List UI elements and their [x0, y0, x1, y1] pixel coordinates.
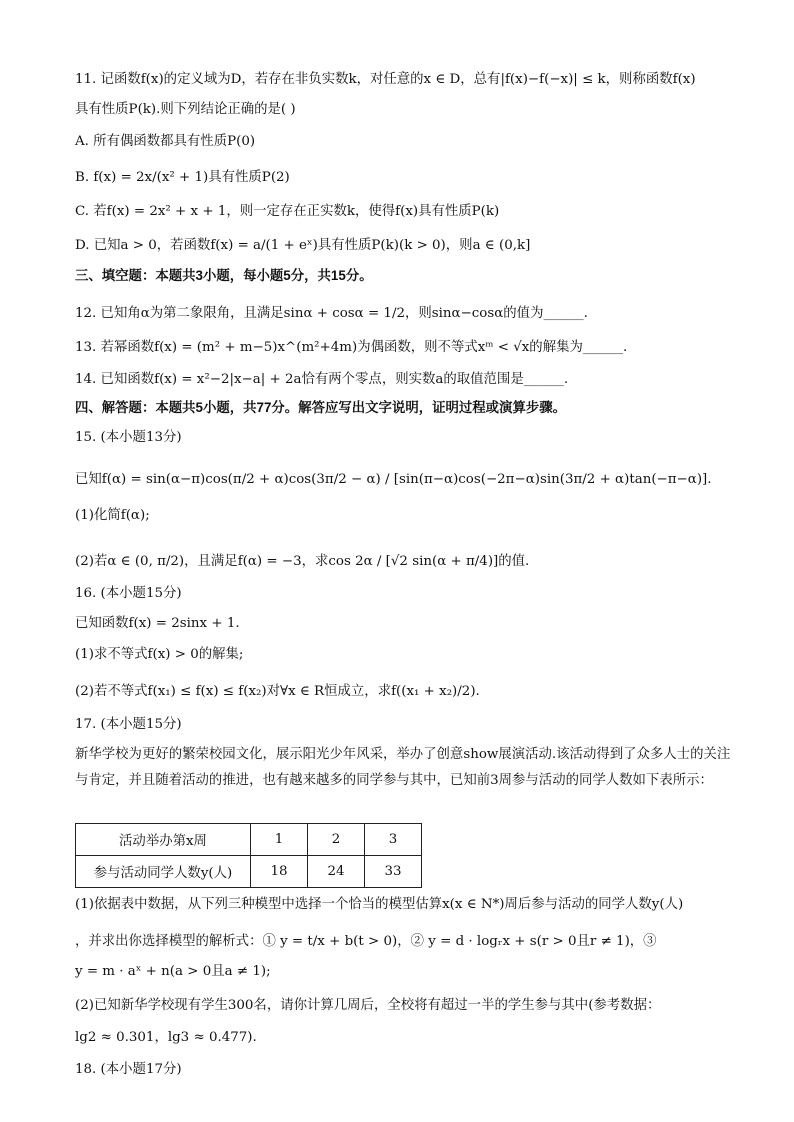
- table-cell: 2: [308, 824, 365, 856]
- q17-data-table: [75, 823, 422, 888]
- q16-heading: 16. (本小题15分): [75, 586, 182, 601]
- q11-stem-line-2: 具有性质P(k).则下列结论正确的是( ): [75, 102, 296, 117]
- q13: 13. 若幂函数f(x) = (m² + m−5)x^(m²+4m)为偶函数，则不等式xᵐ < √x的解集为______.: [75, 340, 628, 355]
- q17-heading: 17. (本小题15分): [75, 717, 182, 732]
- q11-option-b: B. f(x) = 2x/(x² + 1)具有性质P(2): [75, 170, 290, 185]
- q16-part-1: (1)求不等式f(x) > 0的解集;: [75, 647, 244, 662]
- table-cell: 18: [251, 856, 308, 888]
- q15-heading: 15. (本小题13分): [75, 430, 182, 445]
- q17-part-2-line-2: lg2 ≈ 0.301，lg3 ≈ 0.477).: [75, 1030, 257, 1045]
- q11-option-c: C. 若f(x) = 2x² + x + 1，则一定存在正实数k，使得f(x)具有性质P(k): [75, 204, 500, 219]
- q17-part-1-line-3: y = m · aˣ + n(a > 0且a ≠ 1);: [75, 964, 271, 979]
- q16-part-2: (2)若不等式f(x₁) ≤ f(x) ≤ f(x₂)对∀x ∈ R恒成立，求f((x₁ + x₂)/2).: [75, 684, 480, 699]
- table-row: [76, 824, 422, 856]
- table-header-count: 参与活动同学人数y(人): [76, 856, 251, 888]
- q14: 14. 已知函数f(x) = x²−2|x−a| + 2a恰有两个零点，则实数a的取值范围是______.: [75, 372, 569, 387]
- section-3-heading: 三、填空题：本题共3小题，每小题5分，共15分。: [75, 268, 373, 283]
- q18-heading: 18. (本小题17分): [75, 1062, 182, 1077]
- table-cell: 33: [365, 856, 422, 888]
- q17-paragraph: 新华学校为更好的繁荣校园文化，展示阳光少年风采，举办了创意show展演活动.该活动得到了众多人士的关注与肯定，并且随着活动的推进，也有越来越多的同学参与其中，已知前3周参与活动的同学人数如下表所示：: [75, 747, 731, 788]
- table-cell: 1: [251, 824, 308, 856]
- section-4-heading: 四、解答题：本题共5小题，共77分。解答应写出文字说明，证明过程或演算步骤。: [75, 400, 567, 415]
- q15-part-1: (1)化简f(α);: [75, 508, 150, 523]
- q15-given: 已知f(α) = sin(α−π)cos(π/2 + α)cos(3π/2 − α) / [sin(π−α)cos(−2π−α)sin(3π/2 + α)tan(−π−α)].: [75, 472, 712, 487]
- q11-option-d: D. 已知a > 0，若函数f(x) = a/(1 + eˣ)具有性质P(k)(k > 0)，则a ∈ (0,k]: [75, 238, 531, 253]
- q16-given: 已知函数f(x) = 2sinx + 1.: [75, 616, 240, 631]
- q11-option-a: A. 所有偶函数都具有性质P(0): [75, 134, 256, 149]
- table-header-week: 活动举办第x周: [76, 824, 251, 856]
- table-cell: 24: [308, 856, 365, 888]
- q17-part-2-line-1: (2)已知新华学校现有学生300名，请你计算几周后，全校将有超过一半的学生参与其中(参考数据：: [75, 998, 661, 1013]
- q17-part-1-line-2: ，并求出你选择模型的解析式：① y = t/x + b(t > 0)，② y = d · logᵣx + s(r > 0且r ≠ 1)，③: [75, 934, 657, 949]
- table-row: [76, 856, 422, 888]
- q15-part-2: (2)若α ∈ (0, π/2)，且满足f(α) = −3，求cos 2α / [√2 sin(α + π/4)]的值.: [75, 554, 530, 569]
- q11-stem-line-1: 11. 记函数f(x)的定义域为D，若存在非负实数k，对任意的x ∈ D，总有|f(x)−f(−x)| ≤ k，则称函数f(x): [75, 72, 696, 87]
- q12: 12. 已知角α为第二象限角，且满足sinα + cosα = 1/2，则sinα−cosα的值为______.: [75, 306, 588, 321]
- table-cell: 3: [365, 824, 422, 856]
- q17-part-1-line-1: (1)依据表中数据，从下列三种模型中选择一个恰当的模型估算x(x ∈ N*)周后参与活动的同学人数y(人): [75, 897, 684, 912]
